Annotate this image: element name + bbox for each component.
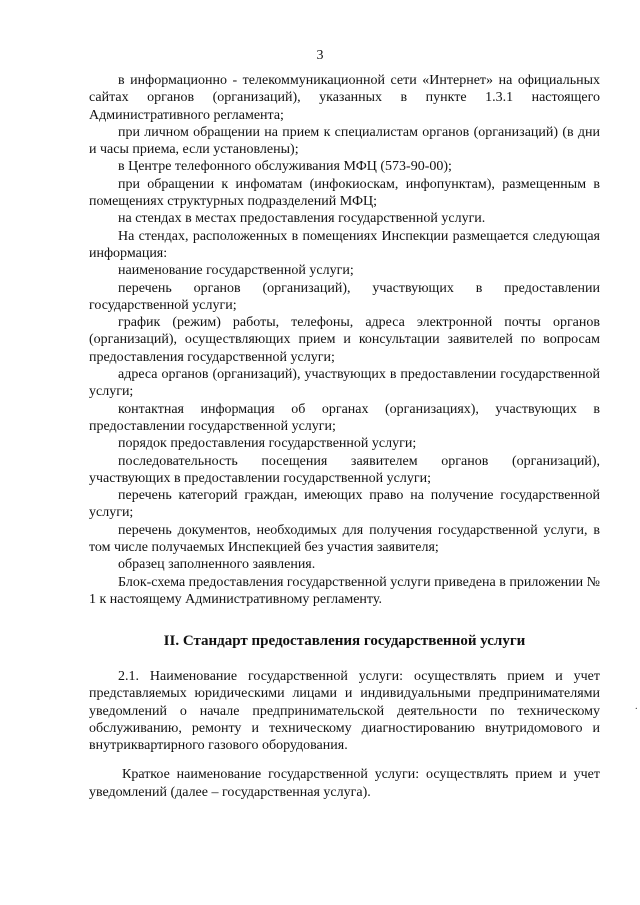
paragraph: На стендах, расположенных в помещениях Инспекции размещается следующая информация: bbox=[89, 228, 600, 261]
paragraph: в Центре телефонного обслуживания МФЦ (573-90-00); bbox=[118, 159, 452, 175]
paragraph: Блок-схема предоставления государственной услуги приведена в приложении № 1 к настоящему Административному регламенту. bbox=[89, 574, 601, 607]
section-heading: II. Стандарт предоставления государственной услуги bbox=[163, 633, 526, 649]
paragraph: перечень категорий граждан, имеющих право на получение государственной услуги; bbox=[89, 488, 600, 521]
paragraph: перечень документов, необходимых для получения государственной услуги, в том числе получаемых Инспекцией без участия заявителя; bbox=[89, 522, 600, 556]
edge-mark: · bbox=[634, 704, 638, 715]
paragraph: график (режим) работы, телефоны, адреса электронной почты органов (организаций), осуществляющих прием и консультации заявителей по вопросам предоставления государственной услуги; bbox=[89, 315, 600, 365]
paragraph: наименование государственной услуги; bbox=[118, 263, 354, 279]
paragraph: последовательность посещения заявителем органов (организаций), участвующих в предоставлении государственной услуги; bbox=[89, 453, 600, 486]
paragraph: при обращении к инфоматам (инфокиоскам, инфопунктам), размещенным в помещениях структурных подразделений МФЦ; bbox=[89, 176, 600, 210]
paragraph: контактная информация об органах (организациях), участвующих в предоставлении государственной услуги; bbox=[89, 401, 600, 434]
paragraph: в информационно - телекоммуникационной сети «Интернет» на официальных сайтах органов (организаций), указанных в пункте 1.3.1 настоящего Административного регламента; bbox=[89, 73, 600, 123]
section-body bbox=[89, 668, 600, 801]
paragraph: образец заполненного заявления. bbox=[118, 557, 316, 573]
paragraph: при личном обращении на прием к специалистам органов (организаций) (в дни и часы приема, если установлены); bbox=[89, 124, 600, 158]
paragraph: порядок предоставления государственной услуги; bbox=[118, 436, 417, 452]
paragraph: адреса органов (организаций), участвующих в предоставлении государственной услуги; bbox=[89, 367, 600, 400]
paragraph: 2.1. Наименование государственной услуги: осуществлять прием и учет представляемых юридическими лицами и индивидуальными предпринимателями уведомлений о начале предпринимательской деятельности по техническому обслуживанию, ремонту и техническому диагностированию внутридомового и внутриквартирного газового оборудования. bbox=[89, 669, 600, 754]
document-body bbox=[89, 72, 600, 608]
paragraph: перечень органов (организаций), участвующих в предоставлении государственной услуги; bbox=[89, 280, 600, 313]
page-number: 3 bbox=[316, 48, 324, 63]
paragraph: Краткое наименование государственной услуги: осуществлять прием и учет уведомлений (далее – государственная услуга). bbox=[89, 767, 600, 800]
paragraph: на стендах в местах предоставления государственной услуги. bbox=[118, 211, 486, 227]
